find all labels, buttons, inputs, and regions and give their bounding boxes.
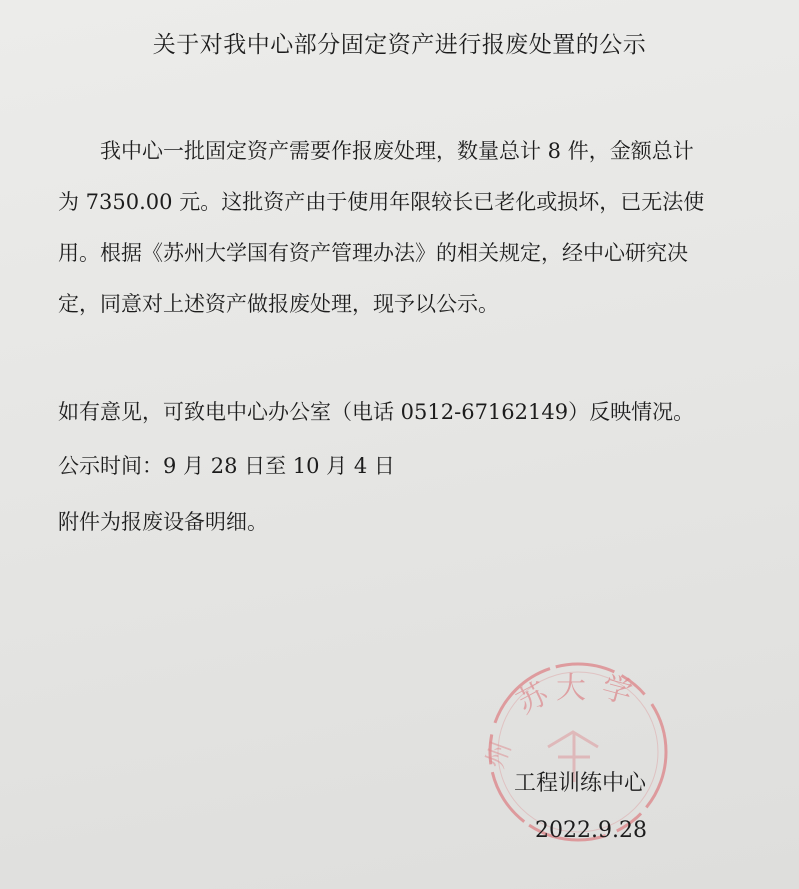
period-line: 公示时间：9 月 28 日至 10 月 4 日	[58, 454, 395, 478]
svg-text:苏: 苏	[511, 676, 555, 722]
issuer-signature: 工程训练中心	[514, 771, 647, 796]
svg-text:州: 州	[480, 737, 518, 773]
document-title: 关于对我中心部分固定资产进行报废处置的公示	[152, 32, 647, 58]
paragraph-line: 为 7350.00 元。这批资产由于使用年限较长已老化或损坏，已无法使	[58, 190, 705, 214]
paragraph-line: 用。根据《苏州大学国有资产管理办法》的相关规定，经中心研究决	[58, 241, 688, 265]
contact-line: 如有意见，可致电中心办公室（电话 0512-67162149）反映情况。	[58, 400, 695, 424]
paragraph-line: 定，同意对上述资产做报废处理，现予以公示。	[58, 292, 499, 316]
issue-date: 2022.9.28	[535, 818, 647, 843]
svg-text:学: 学	[597, 669, 636, 712]
paragraph-line: 我中心一批固定资产需要作报废处理，数量总计 8 件，金额总计	[58, 139, 694, 163]
attachment-line: 附件为报废设备明细。	[58, 510, 268, 534]
svg-text:大: 大	[556, 671, 586, 706]
main-paragraph	[58, 126, 778, 330]
